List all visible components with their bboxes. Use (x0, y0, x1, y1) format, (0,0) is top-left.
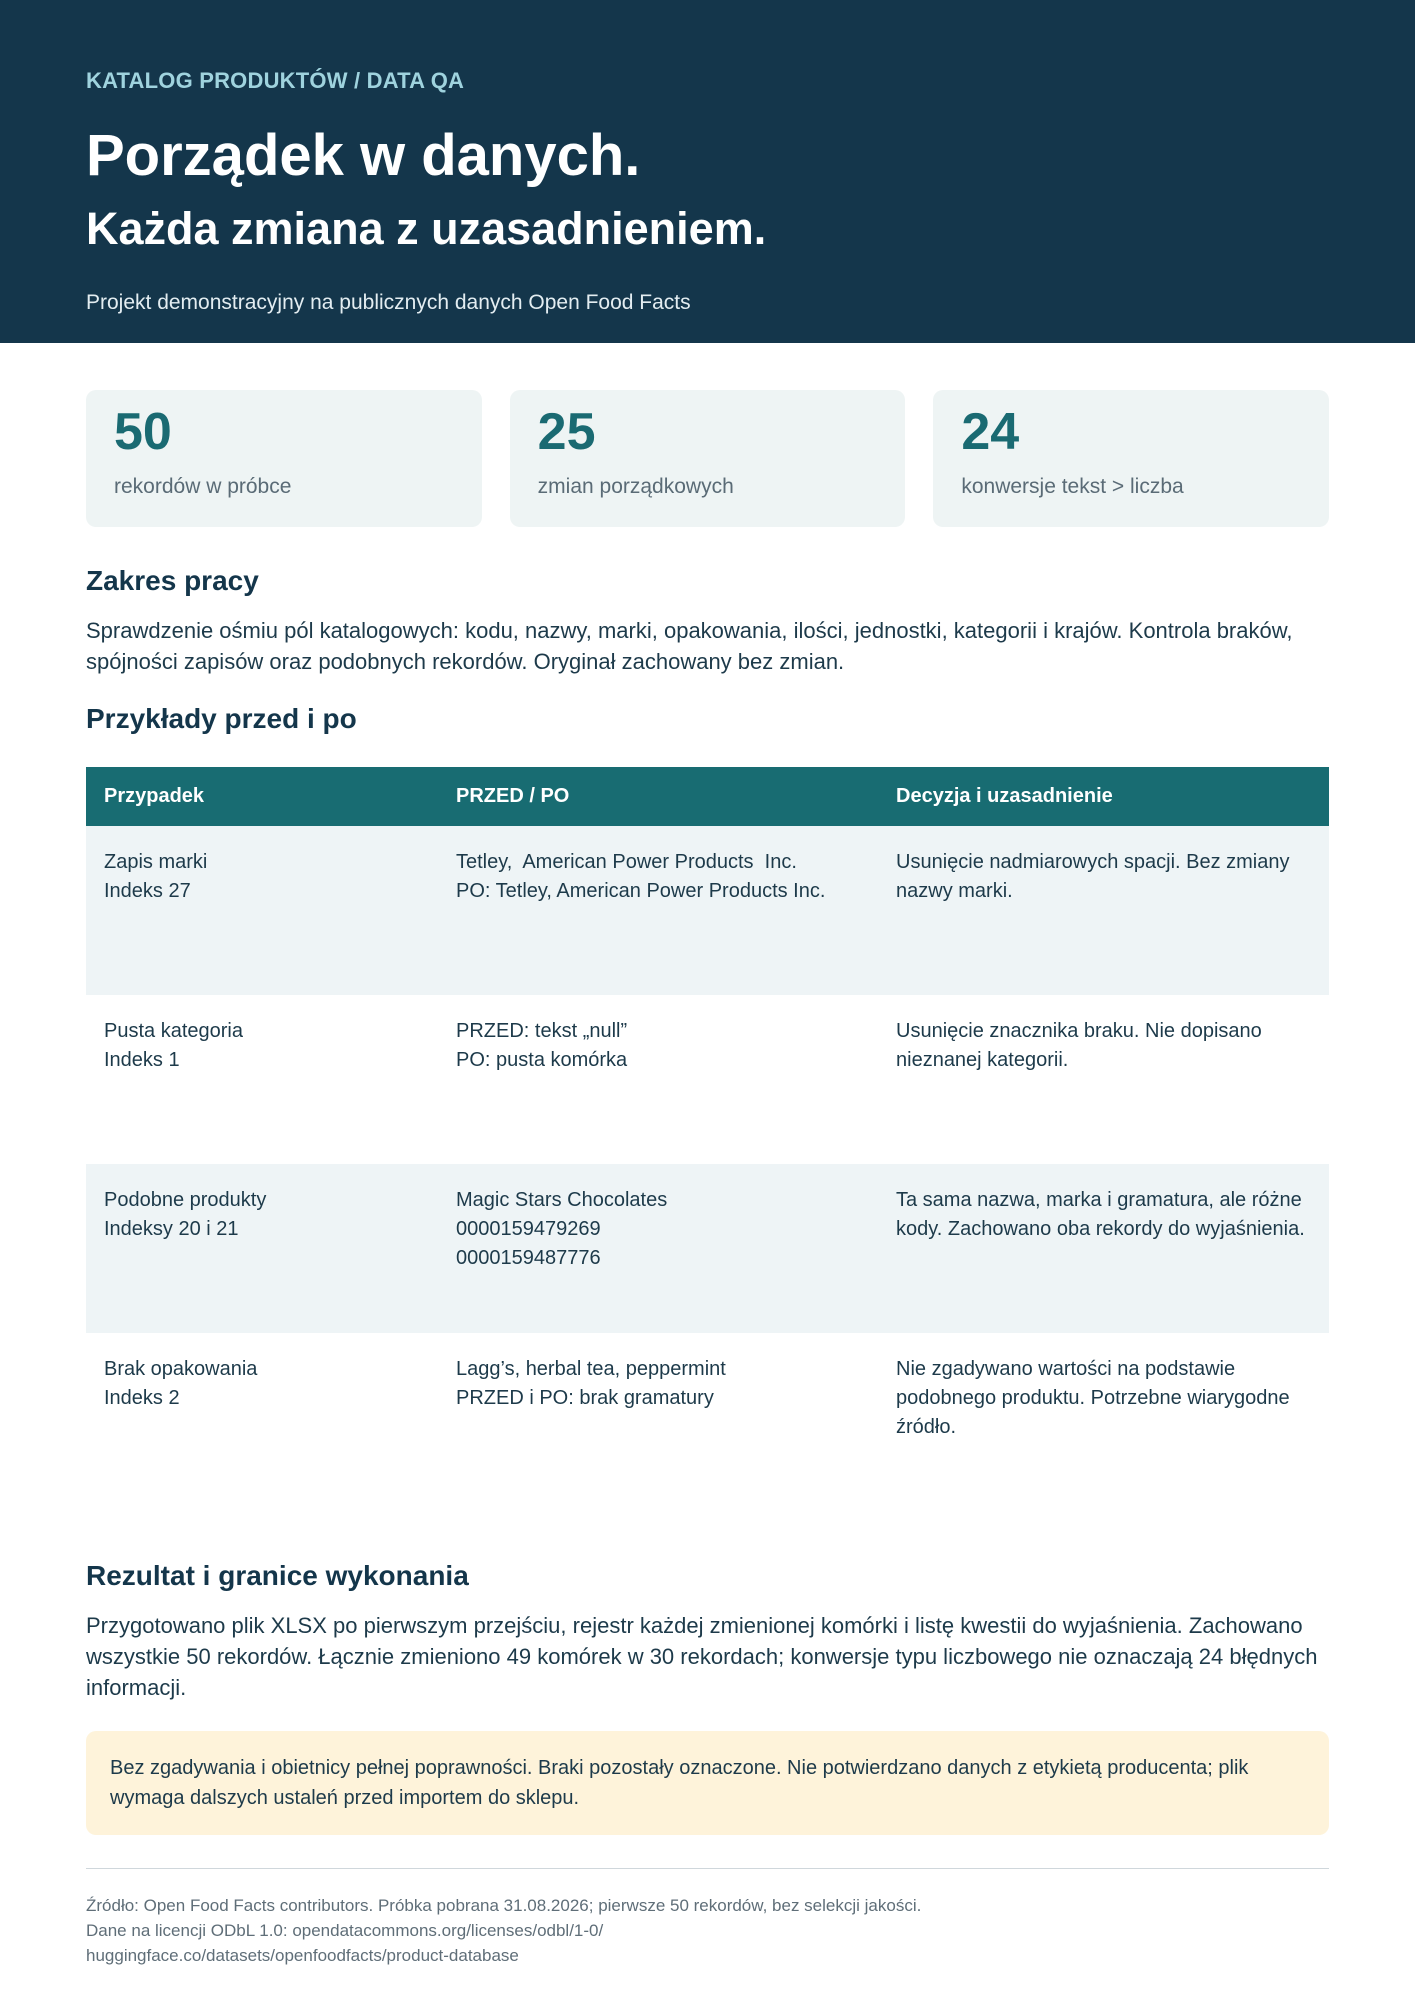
case-index: Indeksy 20 i 21 (104, 1218, 239, 1240)
stat-card-records (86, 390, 482, 527)
decision-cell: Nie zgadywano wartości na podstawie podobnego produktu. Potrzebne wiarygodne źródło. (896, 1358, 1290, 1438)
before-after-line: Magic Stars Chocolates (456, 1189, 668, 1211)
column-header-before-after: PRZED / PO (438, 767, 878, 826)
table-row (86, 1164, 1329, 1333)
before-after-line: PRZED: tekst „null” (456, 1020, 628, 1042)
case-index: Indeks 2 (104, 1387, 180, 1409)
column-header-decision: Decyzja i uzasadnienie (878, 767, 1329, 826)
before-after-cell (438, 1333, 878, 1502)
scope-text: Sprawdzenie ośmiu pól katalogowych: kodu, nazwy, marki, opakowania, ilości, jednostki, kategorii i krajów. Kontrola braków, spójności zapisów oraz podobnych rekordów. Oryginał zachowany bez zmian. (86, 618, 1293, 674)
stat-value: 25 (537, 403, 596, 461)
before-after-cell (438, 995, 878, 1164)
case-cell (86, 995, 438, 1164)
case-cell (86, 826, 438, 995)
stat-card-conversions (933, 390, 1329, 527)
case-name: Zapis marki (104, 851, 208, 873)
column-header-case: Przypadek (86, 767, 438, 826)
table-row (86, 995, 1329, 1164)
scope-heading: Zakres pracy (86, 565, 259, 596)
footer-license: Dane na licencji ODbL 1.0: opendatacommons.org/licenses/odbl/1-0/ (86, 1921, 604, 1940)
table-row (86, 1333, 1329, 1502)
case-index: Indeks 1 (104, 1049, 180, 1071)
before-after-cell (438, 826, 878, 995)
case-cell (86, 1333, 438, 1502)
case-name: Podobne produkty (104, 1189, 267, 1211)
footer-source: Źródło: Open Food Facts contributors. Próbka pobrana 31.08.2026; pierwsze 50 rekordów, bez selekcji jakości. (86, 1896, 922, 1915)
table-header-row (86, 767, 1329, 826)
page-header (0, 0, 1415, 343)
decision-cell: Usunięcie nadmiarowych spacji. Bez zmiany nazwy marki. (878, 826, 1329, 995)
footer-dataset-link: huggingface.co/datasets/openfoodfacts/product-database (86, 1946, 519, 1965)
decision-cell: Ta sama nazwa, marka i gramatura, ale różne kody. Zachowano oba rekordy do wyjaśnienia. (878, 1164, 1329, 1333)
stat-label: rekordów w próbce (114, 475, 292, 499)
decision-cell: Usunięcie znacznika braku. Nie dopisano nieznanej kategorii. (896, 1020, 1262, 1071)
result-heading: Rezultat i granice wykonania (86, 1560, 469, 1591)
before-after-line: Tetley, American Power Products Inc. (456, 851, 797, 873)
before-after-line: PO: pusta komórka (456, 1049, 628, 1071)
result-text: Przygotowano plik XLSX po pierwszym przejściu, rejestr każdej zmienionej komórki i listę kwestii do wyjaśnienia. Zachowano wszystkie 50 rekordów. Łącznie zmieniono 49 komórek w 30 rekordach; konwersje typu liczbowego nie oznaczają 24 błędnych informacji. (86, 1613, 1318, 1700)
case-name: Pusta kategoria (104, 1020, 243, 1042)
stat-value: 24 (961, 403, 1020, 461)
stat-card-changes (510, 390, 906, 527)
case-index: Indeks 27 (104, 880, 191, 902)
page-subtitle: Każda zmiana z uzasadnieniem. (86, 202, 767, 254)
limitations-note: Bez zgadywania i obietnicy pełnej poprawności. Braki pozostały oznaczone. Nie potwierdzano danych z etykietą producenta; plik wymaga dalszych ustaleń przed importem do sklepu. (86, 1731, 1329, 1835)
stat-label: zmian porządkowych (537, 475, 734, 499)
before-after-line: PO: Tetley, American Power Products Inc. (456, 880, 826, 902)
examples-heading: Przykłady przed i po (86, 703, 357, 734)
before-after-cell (438, 1164, 878, 1333)
examples-table (86, 767, 1329, 1502)
table-row (86, 826, 1329, 995)
footer-divider (86, 1868, 1329, 1869)
case-name: Brak opakowania (104, 1358, 258, 1380)
header-description: Projekt demonstracyjny na publicznych danych Open Food Facts (86, 291, 691, 315)
case-cell (86, 1164, 438, 1333)
footer (86, 1893, 1329, 1968)
eyebrow: KATALOG PRODUKTÓW / DATA QA (86, 68, 465, 93)
before-after-line: PRZED i PO: brak gramatury (456, 1387, 714, 1409)
before-after-line: 0000159487776 (456, 1247, 601, 1269)
stat-value: 50 (114, 403, 172, 461)
stat-label: konwersje tekst > liczba (961, 475, 1184, 499)
stats-row (86, 390, 1329, 527)
page-title: Porządek w danych. (86, 123, 641, 188)
before-after-line: 0000159479269 (456, 1218, 601, 1240)
before-after-line: Lagg’s, herbal tea, peppermint (456, 1358, 726, 1380)
